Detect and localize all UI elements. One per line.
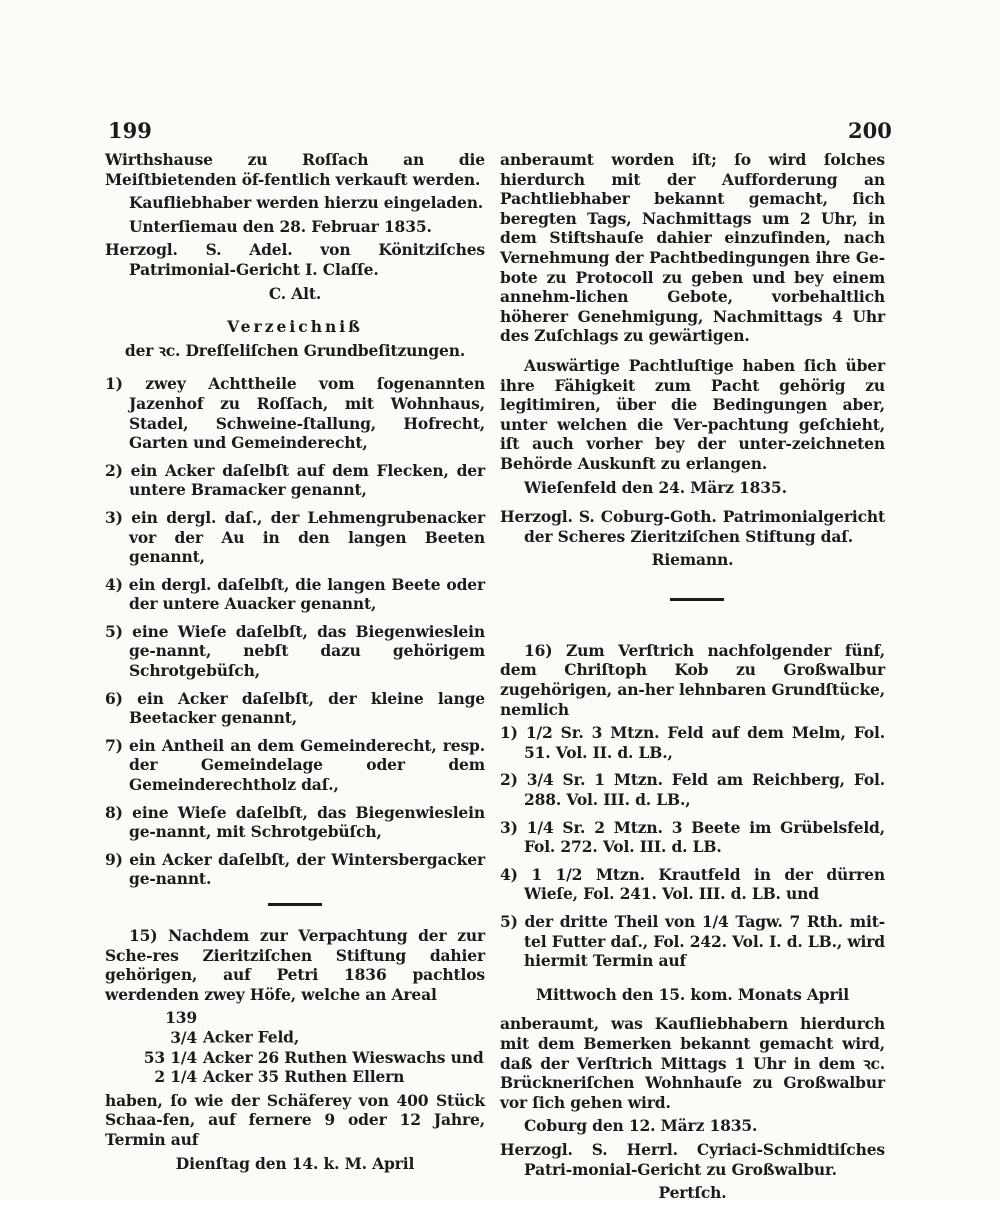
invite-text: Kaufliebhaber werden hierzu eingeladen.: [129, 193, 484, 213]
section-divider: [670, 598, 724, 601]
list-item: 1) zwey Achttheile vom ſogenannten Jazenhof zu Roſſach, mit Wohnhaus, Stadel, Schweine-ſtallung, Hofrecht, Garten und Gemeinderecht,: [105, 374, 485, 453]
list-item: 3) ein dergl. daſ., der Lehmengrubenacker vor der Au in den langen Beeten genannt,: [105, 507, 485, 567]
authority-line: Herzogl. S. Herrl. Cyriaci-Schmidtiſches Patri-monial-Gericht zu Großwalbur.: [500, 1139, 885, 1179]
list-item: 9) ein Acker daſelbſt, der Wintersbergacker ge-nannt.: [105, 849, 485, 889]
date-line: Unterſiemau den 28. Februar 1835.: [129, 216, 432, 236]
list-item: 4) 1 1/2 Mtzn. Krautfeld in der dürren Wieſe, Fol. 241. Vol. III. d. LB. und: [500, 864, 885, 904]
area-qty: 53 1/4: [143, 1047, 197, 1067]
paragraph-3: anberaumt, was Kaufliebhabern hierdurch mit dem Bemerken bekannt gemacht wird, daß der Verſtrich Mittags 1 Uhr in dem ꝛc. Brückneriſchen Wohnhauſe zu Großwalbur vor ſich gehen wird.: [500, 1014, 885, 1112]
list-item: 5) der dritte Theil von 1/4 Tagw. 7 Rth. mit-tel Futter daſ., Fol. 242. Vol. I. d. LB., wird hiermit Termin auf: [500, 912, 885, 971]
signature: Pertſch.: [658, 1183, 727, 1203]
section-divider: [268, 903, 322, 906]
list-item: 5) eine Wieſe daſelbſt, das Biegenwieslein ge-nannt, nebſt dazu gehörigem Schrotgebüſch,: [105, 621, 485, 681]
list-item: 8) eine Wieſe daſelbſt, das Biegenwieslein ge-nannt, mit Schrotgebüſch,: [105, 802, 485, 842]
page-number-left: 199: [108, 118, 152, 143]
area-text: Acker 26 Ruthen Wieswachs und: [203, 1047, 484, 1067]
list-item: 2) ein Acker daſelbſt auf dem Flecken, der untere Bramacker genannt,: [105, 460, 485, 500]
area-row: [105, 1008, 485, 1047]
termin-line: Mittwoch den 15. kom. Monats April: [536, 984, 849, 1004]
list-item: 7) ein Antheil an dem Gemeinderecht, resp. der Gemeindelage oder dem Gemeinderechtholz daſ.,: [105, 735, 485, 795]
list-item: 4) ein dergl. daſelbſt, die langen Beete oder der untere Auacker genannt,: [105, 574, 485, 614]
signature: Riemann.: [651, 550, 734, 570]
list-title: Verzeichniß: [227, 317, 363, 337]
termin-line: Dienſtag den 14. k. M. April: [175, 1153, 415, 1173]
notice-15: 15) Nachdem zur Verpachtung der zur Sche-res Zieritziſchen Stiftung dahier gehörigen, auf Petri 1836 pachtlos werdenden zwey Höfe, welche an Areal: [105, 926, 485, 1004]
area-qty: 2 1/4: [154, 1067, 197, 1087]
list-item: 1) 1/2 Sr. 3 Mtzn. Feld auf dem Melm, Fol. 51. Vol. II. d. LB.,: [500, 723, 885, 762]
authority-line: Herzogl. S. Adel. von Könitziſches Patrimonial-Gericht I. Claſſe.: [105, 240, 485, 279]
area-text: Acker Feld,: [203, 1027, 300, 1047]
area-qty: 139 3/4: [165, 1008, 197, 1047]
signature: C. Alt.: [268, 283, 322, 303]
right-column: [500, 150, 885, 1207]
list-item: 2) 3/4 Sr. 1 Mtzn. Feld am Reichberg, Fol. 288. Vol. III. d. LB.,: [500, 770, 885, 810]
area-row: [105, 1048, 485, 1068]
notice-15-continued: haben, ſo wie der Schäferey von 400 Stück Schaa-fen, auf fernere 9 oder 12 Jahre, Termin auf: [105, 1090, 485, 1149]
date-line: Wieſenfeld den 24. März 1835.: [524, 477, 787, 497]
list-subtitle: der ꝛc. Dreſſeliſchen Grundbeſitzungen.: [124, 340, 466, 360]
list-item: 3) 1/4 Sr. 2 Mtzn. 3 Beete im Grübelsfeld, Fol. 272. Vol. III. d. LB.: [500, 817, 885, 857]
area-text: Acker 35 Ruthen Ellern: [203, 1067, 405, 1087]
area-row: [105, 1067, 485, 1087]
paragraph-2: Auswärtige Pachtluſtige haben ſich über ihre Fähigkeit zum Pacht gehörig zu legitimiren, über die Bedingungen aber, unter welchen die Ver-pachtung geſchieht, iſt auch vorher bey der unter-zeichneten Behörde Auskunft zu erlangen.: [500, 355, 885, 473]
page-number-right: 200: [848, 118, 892, 143]
authority-line: Herzogl. S. Coburg-Goth. Patrimonialgericht der Scheres Zieritziſchen Stiftung daſ.: [500, 507, 885, 546]
list-item: 6) ein Acker daſelbſt, der kleine lange Beetacker genannt,: [105, 688, 485, 728]
date-line: Coburg den 12. März 1835.: [524, 1116, 758, 1136]
intro-text: Wirthshause zu Roſſach an die Meiſtbietenden öf-fentlich verkauft werden.: [105, 150, 485, 189]
left-column: [105, 150, 485, 1177]
notice-16: 16) Zum Verſtrich nachfolgender fünf, dem Chriſtoph Kob zu Großwalbur zugehörigen, an-her lehnbaren Grundſtücke, nemlich: [500, 640, 885, 719]
continuation-text: anberaumt worden iſt; ſo wird ſolches hierdurch mit der Aufforderung an Pachtliebhaber bekannt gemacht, ſich beregten Tags, Nachmittags um 2 Uhr, in dem Stiftshauſe dahier einzufinden, nach Vernehmung der Pachtbedingungen ihre Ge-bote zu Protocoll zu geben und bey einem annehm-lichen Gebote, vorbehaltlich höherer Genehmigung, Nachmittags 4 Uhr des Zuſchlags zu gewärtigen.: [500, 150, 885, 346]
